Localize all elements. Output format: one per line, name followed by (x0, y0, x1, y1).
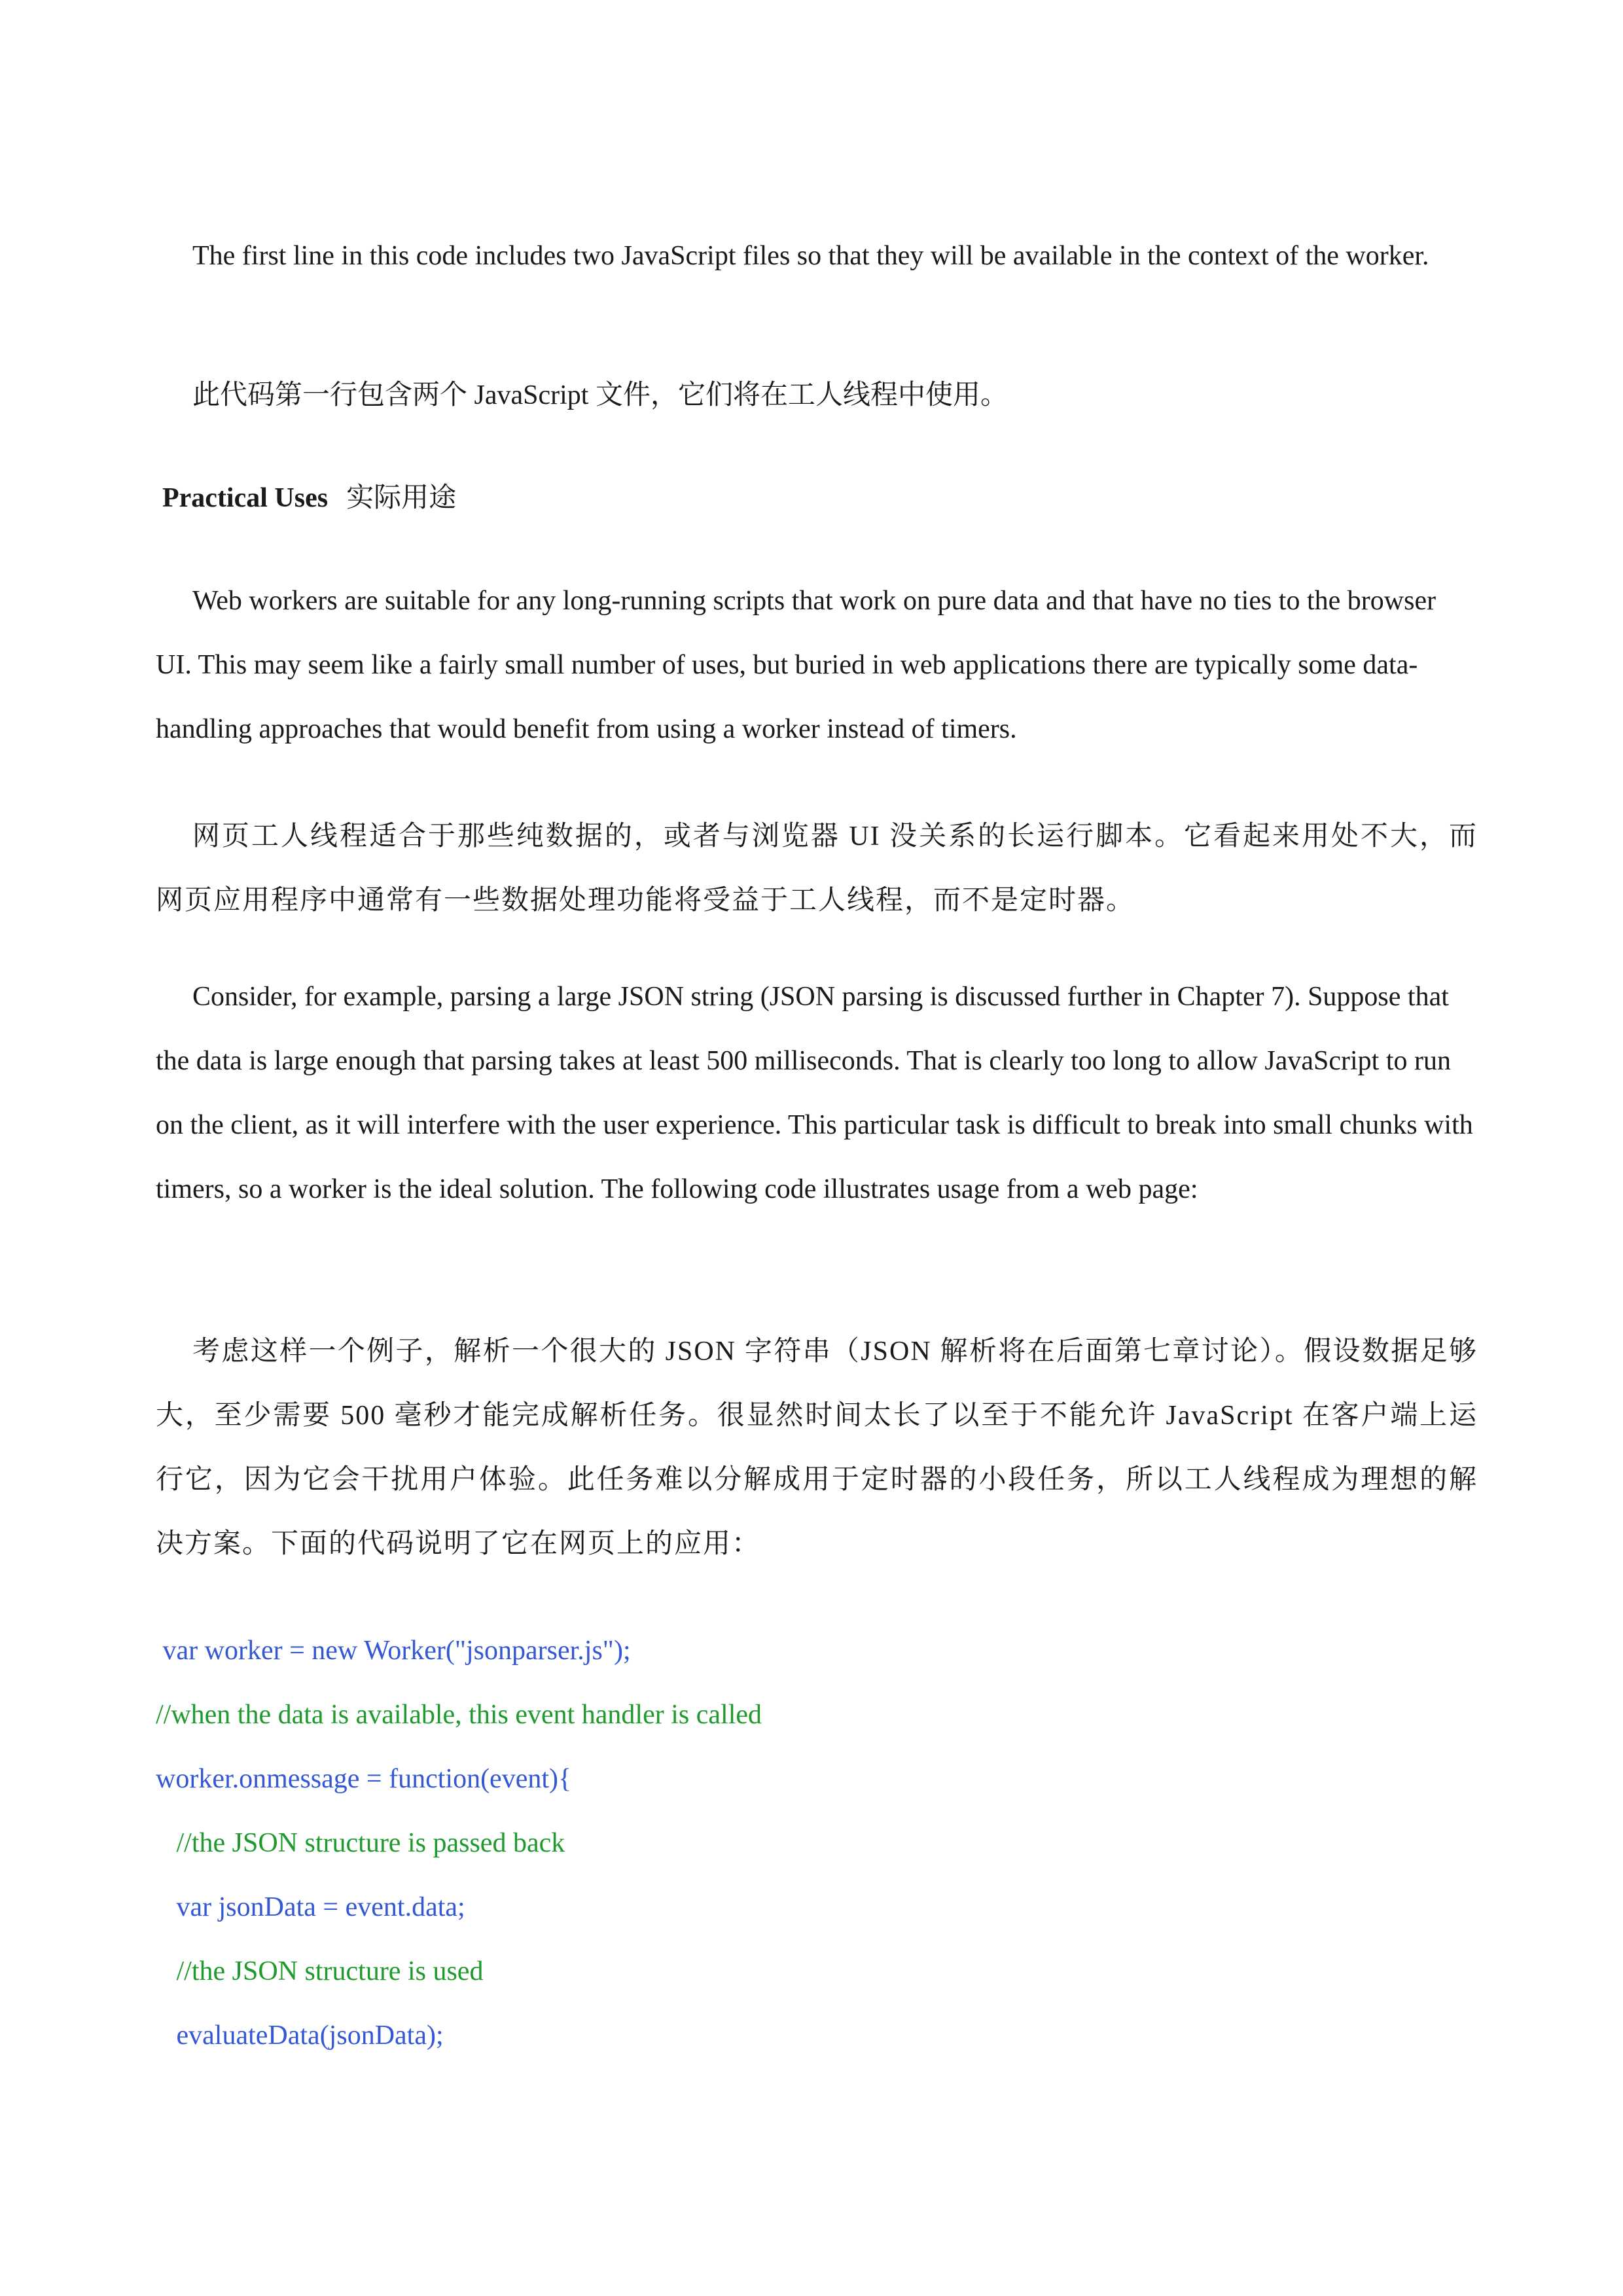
paragraph-2-cn: 网页工人线程适合于那些纯数据的，或者与浏览器 UI 没关系的长运行脚本。它看起来用处不大，而网页应用程序中通常有一些数据处理功能将受益于工人线程，而不是定时器。 (156, 821, 1478, 916)
paragraph-1-en: The first line in this code includes two JavaScript files so that they will be available in the context of the worker. (192, 241, 1429, 271)
code-line-2: //when the data is available, this event handler is called (156, 1700, 762, 1730)
code-line-3: worker.onmessage = function(event){ (156, 1764, 572, 1794)
paragraph-2-en: Web workers are suitable for any long-running scripts that work on pure data and that have no ties to the browser UI. This may seem like a fairly small number of uses, but buried in web applications there are typically some data-handling approaches that would benefit from using a worker instead of timers. (156, 586, 1436, 744)
code-line-5: var jsonData = event.data; (156, 1892, 465, 1922)
code-line-7: evaluateData(jsonData); (156, 2020, 444, 2051)
code-line-6: //the JSON structure is used (156, 1956, 484, 1986)
section-heading-cn: 实际用途 (346, 483, 457, 513)
paragraph-3-en: Consider, for example, parsing a large JSON string (JSON parsing is discussed further in Chapter 7). Suppose that the data is large enough that parsing takes at least 500 milliseconds. That is clearly too long to allow JavaScript to run on the client, as it will interfere with the user experience. This particular task is difficult to break into small chunks with timers, so a worker is the ideal solution. The following code illustrates usage from a web page: (156, 982, 1473, 1204)
code-line-1: var worker = new Worker("jsonparser.js"); (156, 1636, 631, 1666)
section-heading-en: Practical Uses (162, 483, 329, 513)
paragraph-1-cn: 此代码第一行包含两个 JavaScript 文件，它们将在工人线程中使用。 (192, 380, 1008, 410)
paragraph-3-cn: 考虑这样一个例子，解析一个很大的 JSON 字符串（JSON 解析将在后面第七章讨论）。假设数据足够大，至少需要 500 毫秒才能完成解析任务。很显然时间太长了以至于不能允许 JavaScript 在客户端上运行它，因为它会干扰用户体验。此任务难以分解成用于定时器的小段任务，所以工人线程成为理想的解决方案。下面的代码说明了它在网页上的应用： (156, 1336, 1478, 1559)
code-line-4: //the JSON structure is passed back (156, 1828, 565, 1858)
section-heading (162, 466, 456, 530)
